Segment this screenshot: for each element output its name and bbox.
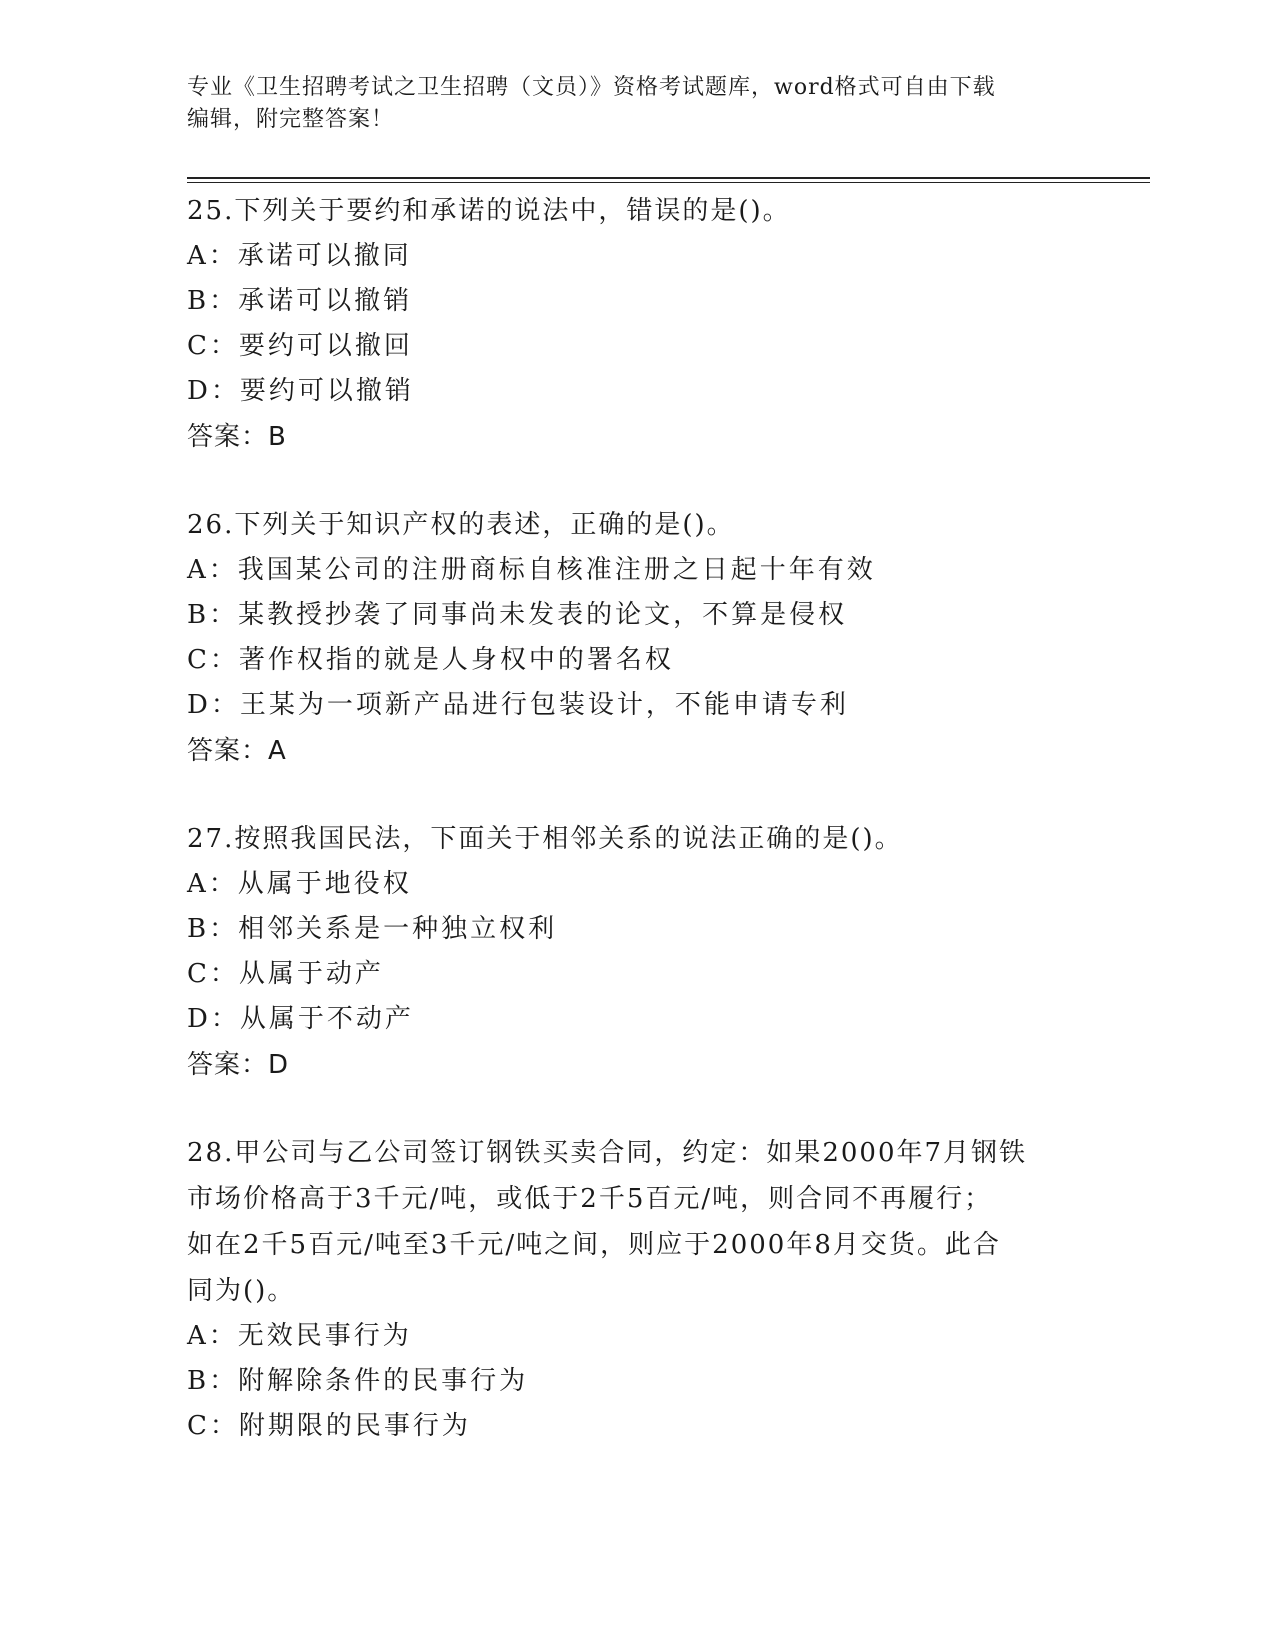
question-27 bbox=[187, 816, 1087, 1088]
option-d: D：要约可以撤销 bbox=[187, 376, 414, 406]
option-b: B：附解除条件的民事行为 bbox=[187, 1366, 529, 1396]
option-d: D：从属于不动产 bbox=[187, 1004, 414, 1034]
option-c: C：要约可以撤回 bbox=[187, 331, 413, 361]
question-stem: 27.按照我国民法，下面关于相邻关系的说法正确的是()。 bbox=[187, 824, 903, 854]
option-c: C：从属于动产 bbox=[187, 959, 384, 989]
option-b: B：承诺可以撤销 bbox=[187, 286, 413, 316]
option-c: C：附期限的民事行为 bbox=[187, 1411, 471, 1441]
question-stem-line-4: 同为()。 bbox=[187, 1276, 296, 1306]
option-a: A：我国某公司的注册商标自核准注册之日起十年有效 bbox=[187, 555, 876, 585]
header-line-1: 专业《卫生招聘考试之卫生招聘（文员）》资格考试题库，word格式可自由下载 bbox=[187, 75, 996, 100]
question-25 bbox=[187, 188, 1087, 460]
answer: 答案：A bbox=[187, 736, 287, 766]
question-stem-line-2: 市场价格高于3千元/吨，或低于2千5百元/吨，则合同不再履行； bbox=[187, 1184, 993, 1214]
header-divider-thick bbox=[187, 177, 1150, 179]
option-b: B：相邻关系是一种独立权利 bbox=[187, 914, 558, 944]
question-stem-line-1: 28.甲公司与乙公司签订钢铁买卖合同，约定：如果2000年7月钢铁 bbox=[187, 1138, 1028, 1168]
header-divider-thin bbox=[187, 182, 1150, 183]
question-stem-line-3: 如在2千5百元/吨至3千元/吨之间，则应于2000年8月交货。此合 bbox=[187, 1230, 1001, 1260]
option-a: A：无效民事行为 bbox=[187, 1321, 412, 1351]
question-28 bbox=[187, 1130, 1087, 1449]
option-d: D：王某为一项新产品进行包装设计，不能申请专利 bbox=[187, 690, 849, 720]
document-header bbox=[187, 72, 1067, 136]
answer: 答案：B bbox=[187, 422, 287, 452]
option-a: A：从属于地役权 bbox=[187, 869, 412, 899]
question-list bbox=[187, 188, 1087, 1491]
question-stem: 26.下列关于知识产权的表述，正确的是()。 bbox=[187, 510, 735, 540]
answer: 答案：D bbox=[187, 1050, 290, 1080]
option-a: A：承诺可以撤同 bbox=[187, 241, 412, 271]
header-line-2: 编辑，附完整答案！ bbox=[187, 107, 395, 132]
option-c: C：著作权指的就是人身权中的署名权 bbox=[187, 645, 674, 675]
question-stem: 25.下列关于要约和承诺的说法中，错误的是()。 bbox=[187, 196, 791, 226]
option-b: B：某教授抄袭了同事尚未发表的论文，不算是侵权 bbox=[187, 600, 848, 630]
question-26 bbox=[187, 502, 1087, 774]
